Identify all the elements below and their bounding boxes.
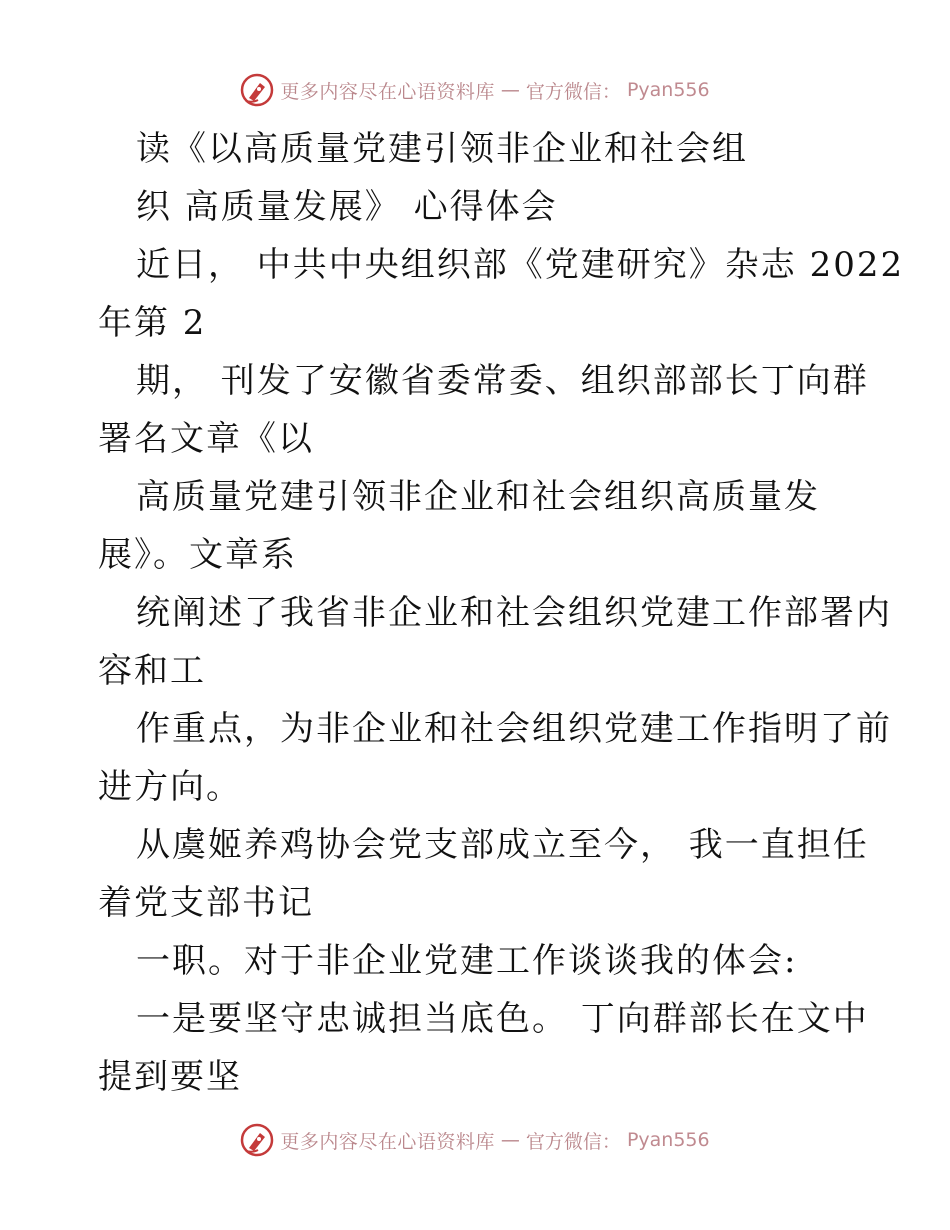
body-line: 署名文章《以 — [98, 419, 314, 459]
pen-nib-logo-icon — [240, 1123, 274, 1157]
body-line: 年第 2 — [98, 303, 207, 343]
header-watermark — [0, 72, 950, 108]
body-line: 进方向。 — [98, 767, 242, 807]
body-line: 期， 刊发了安徽省委常委、组织部部长丁向群 — [136, 361, 869, 401]
watermark-wechat-id: Pyan556 — [626, 79, 710, 101]
watermark-promo-text: 更多内容尽在心语资料库 — [280, 1130, 495, 1153]
document-body — [98, 120, 905, 1106]
body-line: 展》。文章系 — [98, 535, 297, 575]
body-line: 着党支部书记 — [98, 883, 314, 923]
watermark-dash: — — [500, 1129, 520, 1151]
body-line: 织 高质量发展》 心得体会 — [136, 187, 558, 227]
body-line: 容和工 — [98, 651, 206, 691]
body-line: 从虞姬养鸡协会党支部成立至今， 我一直担任 — [136, 825, 869, 865]
body-line: 一职。对于非企业党建工作谈谈我的体会: — [136, 941, 798, 981]
watermark-wechat-label: 官方微信： — [525, 80, 621, 103]
pen-nib-logo-icon — [240, 73, 274, 107]
body-line: 提到要坚 — [98, 1057, 242, 1097]
body-line: 统阐述了我省非企业和社会组织党建工作部署内 — [136, 593, 892, 633]
body-line: 近日， 中共中央组织部《党建研究》杂志 2022 — [136, 245, 905, 285]
watermark-dash: — — [500, 79, 520, 101]
footer-watermark — [0, 1122, 950, 1158]
body-line: 作重点，为非企业和社会组织党建工作指明了前 — [136, 709, 892, 749]
body-line: 读《以高质量党建引领非企业和社会组 — [136, 129, 748, 169]
watermark-promo-text: 更多内容尽在心语资料库 — [280, 80, 495, 103]
watermark-wechat-id: Pyan556 — [626, 1129, 710, 1151]
watermark-wechat-label: 官方微信： — [525, 1130, 621, 1153]
body-line: 高质量党建引领非企业和社会组织高质量发 — [136, 477, 820, 517]
body-line: 一是要坚守忠诚担当底色。 丁向群部长在文中 — [136, 999, 869, 1039]
